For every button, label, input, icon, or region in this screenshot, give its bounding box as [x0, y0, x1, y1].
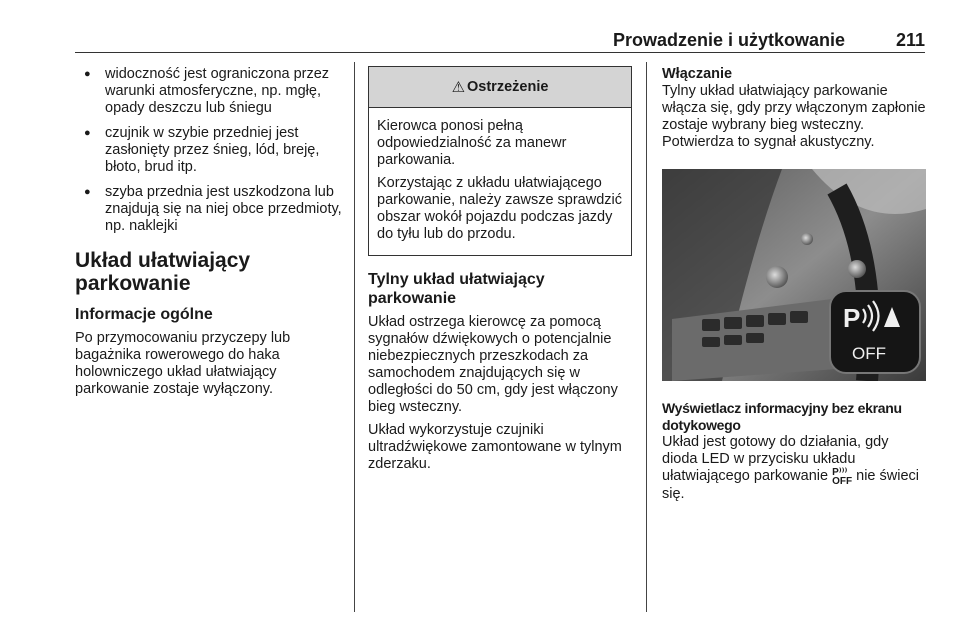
- parking-assist-off-icon: [832, 468, 852, 486]
- header-title: Prowadzenie i użytkowanie: [612, 30, 845, 50]
- symbol-top: P⁾⁾⁾: [832, 467, 848, 478]
- warning-box: [368, 66, 632, 256]
- readiness-text-after: nie świeci się.: [662, 468, 919, 502]
- activation-heading: Włączanie: [662, 66, 733, 82]
- column-divider-1: [354, 62, 355, 612]
- warning-paragraph-1: Kierowca ponosi pełną odpowiedzialność za manewr parkowania.: [377, 118, 567, 168]
- general-info-paragraph: Po przymocowaniu przyczepy lub bagażnika rowerowego do haka holowniczego układ ułatwiający parkowanie zostaje wyłączony.: [75, 330, 291, 397]
- rear-parking-paragraph-1: Układ ostrzega kierowcę za pomocą sygnałów dźwiękowych o potencjalnie niebezpiecznych przeszkodach za samochodem znajdujących się w odległości do 50 cm, gdy jest włączony bieg wsteczny.: [368, 314, 618, 415]
- readiness-paragraph: [662, 434, 926, 503]
- warning-body: [369, 108, 631, 255]
- column-3: [662, 66, 926, 509]
- off-button-label: OFF: [852, 344, 886, 363]
- readiness-text-before: Układ jest gotowy do działania, gdy dioda LED w przycisku układu ułatwiającego parkowanie: [662, 434, 889, 484]
- warning-header: [369, 67, 631, 108]
- section-title-line1: Układ ułatwiający: [75, 249, 251, 272]
- column-divider-2: [646, 62, 647, 612]
- warning-title: Ostrzeżenie: [467, 78, 549, 95]
- rear-parking-title-line1: Tylny układ ułatwiający: [368, 271, 545, 288]
- warning-paragraph-2: Korzystając z układu ułatwiającego parkowanie, należy zawsze sprawdzić obszar wokół pojazdu podczas jazdy do tyłu lub do przodu.: [377, 175, 622, 242]
- conditions-list: [75, 66, 350, 235]
- column-1: [75, 66, 350, 404]
- rear-parking-title-line2: parkowanie: [368, 290, 457, 307]
- rear-parking-paragraph-2: Układ wykorzystuje czujniki ultradźwiękowe zamontowane w tylnym zderzaku.: [368, 422, 622, 472]
- warning-triangle-icon: ⚠: [451, 78, 466, 96]
- symbol-bottom: OFF: [832, 476, 853, 487]
- page-header: [75, 30, 925, 50]
- figure-caption: Wyświetlacz informacyjny bez ekranu dotykowego: [662, 400, 902, 433]
- svg-text:P: P: [843, 303, 861, 333]
- list-item: ● czujnik w szybie przedniej jest zasłonięty przez śnieg, lód, breję, błoto, brud itp.: [75, 125, 350, 176]
- activation-paragraph: Tylny układ ułatwiający parkowanie włącza się, gdy przy włączonym zapłonie zostaje wybrany bieg wsteczny. Potwierdza to sygnał akustyczny.: [662, 83, 926, 150]
- column-2: [368, 66, 632, 479]
- page-number: 211: [895, 30, 925, 50]
- dashboard-button-photo: [662, 169, 926, 381]
- rear-parking-title: [368, 270, 632, 308]
- list-item: ● widoczność jest ograniczona przez warunki atmosferyczne, np. mgłę, opady deszczu lub śniegu: [75, 66, 350, 117]
- subsection-title: Informacje ogólne: [75, 306, 213, 323]
- section-title: [75, 249, 350, 295]
- list-item: ● szyba przednia jest uszkodzona lub znajdują się na niej obce przedmioty, np. naklejki: [75, 184, 350, 235]
- header-rule: [75, 52, 925, 53]
- section-title-line2: parkowanie: [75, 272, 191, 295]
